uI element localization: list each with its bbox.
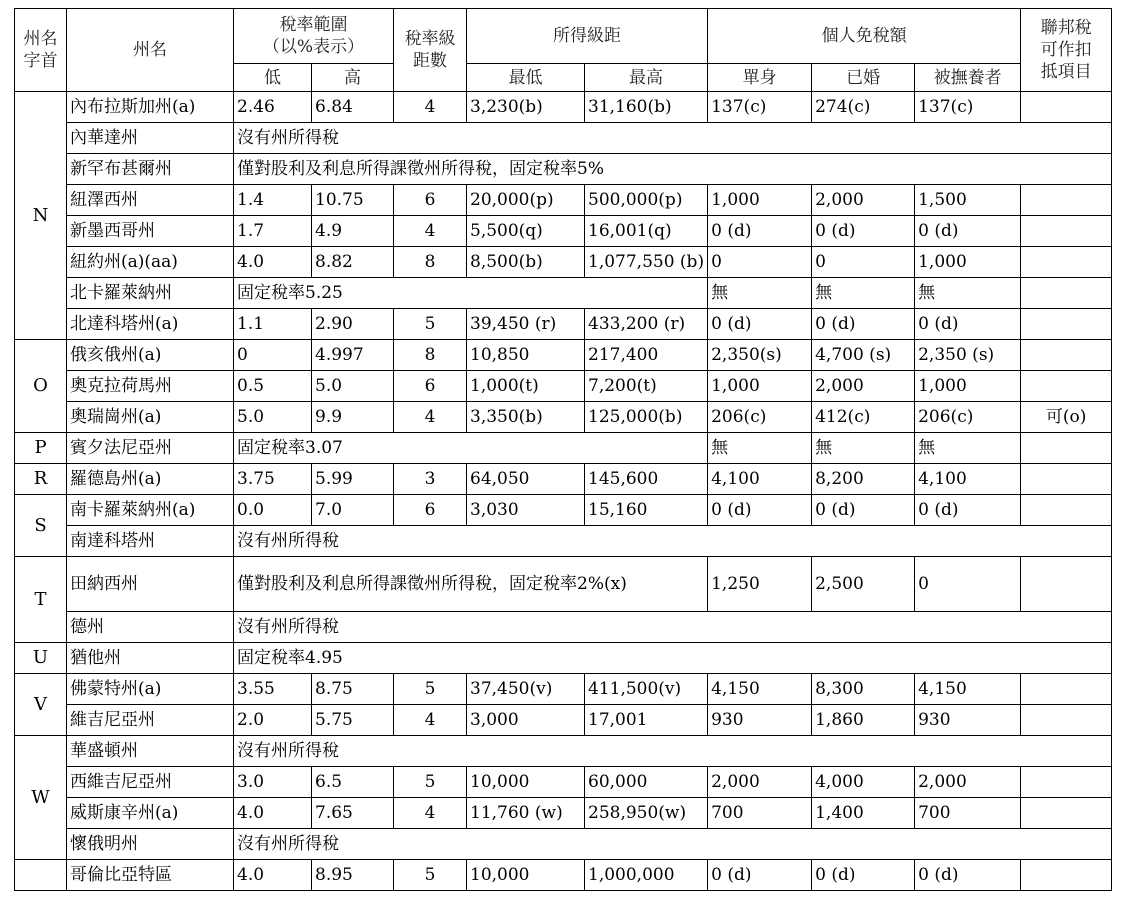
bracket-count: 6 [394, 371, 467, 402]
dependent-exemption: 0 (d) [915, 860, 1021, 891]
header-low: 低 [234, 64, 312, 92]
table-row [15, 798, 1112, 829]
federal-deduct [1021, 433, 1112, 464]
rate-low: 4.0 [234, 247, 312, 278]
rate-high: 7.65 [312, 798, 394, 829]
rate-high: 6.5 [312, 767, 394, 798]
federal-deduct [1021, 92, 1112, 123]
single-exemption: 137(c) [708, 92, 812, 123]
state-name: 奧克拉荷馬州 [67, 371, 234, 402]
rate-low: 1.7 [234, 216, 312, 247]
federal-deduct [1021, 860, 1112, 891]
bracket-count: 5 [394, 767, 467, 798]
federal-deduct: 可(o) [1021, 402, 1112, 433]
group-letter: O [15, 340, 67, 433]
state-name: 紐約州(a)(aa) [67, 247, 234, 278]
income-min: 1,000(t) [467, 371, 585, 402]
rate-low: 0.5 [234, 371, 312, 402]
table-row [15, 92, 1112, 123]
table-row [15, 526, 1112, 557]
federal-deduct [1021, 674, 1112, 705]
header-min: 最低 [467, 64, 585, 92]
table-row [15, 309, 1112, 340]
table-row [15, 557, 1112, 612]
table-row [15, 123, 1112, 154]
rate-low: 3.0 [234, 767, 312, 798]
rate-low: 0.0 [234, 495, 312, 526]
married-exemption: 2,000 [812, 185, 915, 216]
dependent-exemption: 1,000 [915, 371, 1021, 402]
note-cell: 固定稅率4.95 [234, 643, 1112, 674]
table-row [15, 464, 1112, 495]
income-min: 64,050 [467, 464, 585, 495]
income-min: 3,350(b) [467, 402, 585, 433]
table-row [15, 612, 1112, 643]
note-cell: 僅對股利及利息所得課徵州所得稅，固定稅率2%(x) [234, 557, 708, 612]
income-min: 10,850 [467, 340, 585, 371]
dependent-exemption: 無 [915, 433, 1021, 464]
dependent-exemption: 0 (d) [915, 216, 1021, 247]
income-min: 8,500(b) [467, 247, 585, 278]
single-exemption: 1,000 [708, 371, 812, 402]
state-name: 新罕布甚爾州 [67, 154, 234, 185]
income-max: 17,001 [585, 705, 708, 736]
single-exemption: 2,000 [708, 767, 812, 798]
income-min: 11,760 (w) [467, 798, 585, 829]
married-exemption: 8,300 [812, 674, 915, 705]
note-cell: 僅對股利及利息所得課徵州所得稅，固定稅率5% [234, 154, 1112, 185]
bracket-count: 4 [394, 92, 467, 123]
bracket-count: 3 [394, 464, 467, 495]
state-name: 北達科塔州(a) [67, 309, 234, 340]
bracket-count: 4 [394, 798, 467, 829]
group-letter: R [15, 464, 67, 495]
income-max: 16,001(q) [585, 216, 708, 247]
income-min: 5,500(q) [467, 216, 585, 247]
rate-high: 9.9 [312, 402, 394, 433]
dependent-exemption: 2,000 [915, 767, 1021, 798]
rate-high: 6.84 [312, 92, 394, 123]
table-row [15, 674, 1112, 705]
table-row [15, 643, 1112, 674]
header-married: 已婚 [812, 64, 915, 92]
dependent-exemption: 206(c) [915, 402, 1021, 433]
note-cell: 沒有州所得稅 [234, 612, 1112, 643]
income-min: 10,000 [467, 767, 585, 798]
table-row [15, 433, 1112, 464]
state-name: 田納西州 [67, 557, 234, 612]
married-exemption: 0 [812, 247, 915, 278]
income-max: 217,400 [585, 340, 708, 371]
group-letter: T [15, 557, 67, 643]
rate-high: 8.82 [312, 247, 394, 278]
table-row [15, 402, 1112, 433]
federal-deduct [1021, 767, 1112, 798]
dependent-exemption: 700 [915, 798, 1021, 829]
header-dependent: 被撫養者 [915, 64, 1021, 92]
table-row [15, 185, 1112, 216]
federal-deduct [1021, 309, 1112, 340]
rate-high: 8.95 [312, 860, 394, 891]
dependent-exemption: 無 [915, 278, 1021, 309]
dependent-exemption: 0 (d) [915, 495, 1021, 526]
dependent-exemption: 1,000 [915, 247, 1021, 278]
single-exemption: 930 [708, 705, 812, 736]
state-name: 俄亥俄州(a) [67, 340, 234, 371]
state-name: 紐澤西州 [67, 185, 234, 216]
income-max: 433,200 (r) [585, 309, 708, 340]
header-federal-deduct: 聯邦稅 可作扣 抵項目 [1021, 9, 1112, 92]
state-name: 奧瑞崗州(a) [67, 402, 234, 433]
table-row [15, 154, 1112, 185]
note-cell: 沒有州所得稅 [234, 526, 1112, 557]
rate-high: 7.0 [312, 495, 394, 526]
table-row [15, 247, 1112, 278]
table-row [15, 278, 1112, 309]
table-row [15, 705, 1112, 736]
rate-high: 4.997 [312, 340, 394, 371]
dependent-exemption: 0 (d) [915, 309, 1021, 340]
income-min: 3,230(b) [467, 92, 585, 123]
single-exemption: 0 (d) [708, 860, 812, 891]
rate-high: 10.75 [312, 185, 394, 216]
federal-deduct [1021, 216, 1112, 247]
header-income-bracket: 所得級距 [467, 9, 708, 64]
group-letter: P [15, 433, 67, 464]
income-max: 145,600 [585, 464, 708, 495]
state-name: 佛蒙特州(a) [67, 674, 234, 705]
single-exemption: 0 (d) [708, 495, 812, 526]
note-cell: 沒有州所得稅 [234, 123, 1112, 154]
state-name: 德州 [67, 612, 234, 643]
state-name: 內布拉斯加州(a) [67, 92, 234, 123]
income-max: 500,000(p) [585, 185, 708, 216]
federal-deduct [1021, 340, 1112, 371]
rate-low: 3.75 [234, 464, 312, 495]
bracket-count: 8 [394, 340, 467, 371]
note-cell: 沒有州所得稅 [234, 829, 1112, 860]
bracket-count: 6 [394, 185, 467, 216]
rate-low: 4.0 [234, 860, 312, 891]
federal-deduct [1021, 371, 1112, 402]
married-exemption: 0 (d) [812, 495, 915, 526]
rate-low: 3.55 [234, 674, 312, 705]
single-exemption: 0 (d) [708, 216, 812, 247]
single-exemption: 1,250 [708, 557, 812, 612]
rate-high: 2.90 [312, 309, 394, 340]
state-name: 新墨西哥州 [67, 216, 234, 247]
dependent-exemption: 1,500 [915, 185, 1021, 216]
bracket-count: 5 [394, 860, 467, 891]
header-max: 最高 [585, 64, 708, 92]
income-max: 411,500(v) [585, 674, 708, 705]
state-name: 威斯康辛州(a) [67, 798, 234, 829]
rate-low: 2.46 [234, 92, 312, 123]
single-exemption: 2,350(s) [708, 340, 812, 371]
single-exemption: 1,000 [708, 185, 812, 216]
dependent-exemption: 4,150 [915, 674, 1021, 705]
bracket-count: 4 [394, 216, 467, 247]
table-row [15, 829, 1112, 860]
federal-deduct [1021, 278, 1112, 309]
single-exemption: 4,150 [708, 674, 812, 705]
federal-deduct [1021, 247, 1112, 278]
married-exemption: 0 (d) [812, 216, 915, 247]
married-exemption: 4,000 [812, 767, 915, 798]
table-row [15, 216, 1112, 247]
group-letter: W [15, 736, 67, 860]
income-min: 10,000 [467, 860, 585, 891]
table-row [15, 736, 1112, 767]
dependent-exemption: 0 [915, 557, 1021, 612]
state-name: 維吉尼亞州 [67, 705, 234, 736]
header-brackets: 稅率級 距數 [394, 9, 467, 92]
married-exemption: 2,000 [812, 371, 915, 402]
table-row [15, 371, 1112, 402]
federal-deduct [1021, 464, 1112, 495]
state-name: 哥倫比亞特區 [67, 860, 234, 891]
header-exemption: 個人免稅額 [708, 9, 1021, 64]
note-cell: 固定稅率5.25 [234, 278, 708, 309]
state-name: 內華達州 [67, 123, 234, 154]
rate-low: 5.0 [234, 402, 312, 433]
income-min: 3,000 [467, 705, 585, 736]
state-name: 懷俄明州 [67, 829, 234, 860]
state-name: 賓夕法尼亞州 [67, 433, 234, 464]
federal-deduct [1021, 798, 1112, 829]
single-exemption: 700 [708, 798, 812, 829]
married-exemption: 無 [812, 278, 915, 309]
income-min: 37,450(v) [467, 674, 585, 705]
income-max: 1,000,000 [585, 860, 708, 891]
married-exemption: 1,400 [812, 798, 915, 829]
federal-deduct [1021, 705, 1112, 736]
state-name: 西維吉尼亞州 [67, 767, 234, 798]
married-exemption: 4,700 (s) [812, 340, 915, 371]
header-rate-range: 稅率範圍 （以%表示） [234, 9, 394, 64]
single-exemption: 206(c) [708, 402, 812, 433]
federal-deduct [1021, 495, 1112, 526]
state-name: 北卡羅萊納州 [67, 278, 234, 309]
single-exemption: 無 [708, 278, 812, 309]
married-exemption: 0 (d) [812, 860, 915, 891]
state-name: 華盛頓州 [67, 736, 234, 767]
header-initial: 州名 字首 [15, 9, 67, 92]
single-exemption: 4,100 [708, 464, 812, 495]
rate-high: 5.99 [312, 464, 394, 495]
income-max: 1,077,550 (b) [585, 247, 708, 278]
bracket-count: 6 [394, 495, 467, 526]
married-exemption: 274(c) [812, 92, 915, 123]
state-name: 南卡羅萊納州(a) [67, 495, 234, 526]
single-exemption: 無 [708, 433, 812, 464]
income-max: 31,160(b) [585, 92, 708, 123]
rate-high: 8.75 [312, 674, 394, 705]
bracket-count: 4 [394, 402, 467, 433]
group-letter: S [15, 495, 67, 557]
table-row [15, 860, 1112, 891]
rate-low: 1.1 [234, 309, 312, 340]
income-max: 60,000 [585, 767, 708, 798]
bracket-count: 4 [394, 705, 467, 736]
group-letter: U [15, 643, 67, 674]
rate-low: 4.0 [234, 798, 312, 829]
header-high: 高 [312, 64, 394, 92]
table-row [15, 767, 1112, 798]
federal-deduct [1021, 185, 1112, 216]
state-income-tax-table [14, 8, 1112, 891]
note-cell: 固定稅率3.07 [234, 433, 708, 464]
header-single: 單身 [708, 64, 812, 92]
rate-low: 0 [234, 340, 312, 371]
income-max: 258,950(w) [585, 798, 708, 829]
rate-high: 5.75 [312, 705, 394, 736]
group-letter: V [15, 674, 67, 736]
dependent-exemption: 137(c) [915, 92, 1021, 123]
single-exemption: 0 (d) [708, 309, 812, 340]
rate-low: 1.4 [234, 185, 312, 216]
note-cell: 沒有州所得稅 [234, 736, 1112, 767]
married-exemption: 1,860 [812, 705, 915, 736]
header-state: 州名 [67, 9, 234, 92]
income-min: 39,450 (r) [467, 309, 585, 340]
group-letter [15, 860, 67, 891]
married-exemption: 無 [812, 433, 915, 464]
income-max: 125,000(b) [585, 402, 708, 433]
federal-deduct [1021, 557, 1112, 612]
married-exemption: 0 (d) [812, 309, 915, 340]
bracket-count: 5 [394, 674, 467, 705]
state-name: 南達科塔州 [67, 526, 234, 557]
income-min: 3,030 [467, 495, 585, 526]
table-row [15, 340, 1112, 371]
single-exemption: 0 [708, 247, 812, 278]
table-row [15, 495, 1112, 526]
income-max: 15,160 [585, 495, 708, 526]
married-exemption: 2,500 [812, 557, 915, 612]
dependent-exemption: 4,100 [915, 464, 1021, 495]
rate-low: 2.0 [234, 705, 312, 736]
married-exemption: 412(c) [812, 402, 915, 433]
rate-high: 5.0 [312, 371, 394, 402]
state-name: 羅德島州(a) [67, 464, 234, 495]
bracket-count: 5 [394, 309, 467, 340]
group-letter: N [15, 92, 67, 340]
income-min: 20,000(p) [467, 185, 585, 216]
bracket-count: 8 [394, 247, 467, 278]
dependent-exemption: 2,350 (s) [915, 340, 1021, 371]
state-name: 猶他州 [67, 643, 234, 674]
tax-table-container [14, 8, 1112, 891]
dependent-exemption: 930 [915, 705, 1021, 736]
table-body [15, 92, 1112, 891]
rate-high: 4.9 [312, 216, 394, 247]
income-max: 7,200(t) [585, 371, 708, 402]
married-exemption: 8,200 [812, 464, 915, 495]
